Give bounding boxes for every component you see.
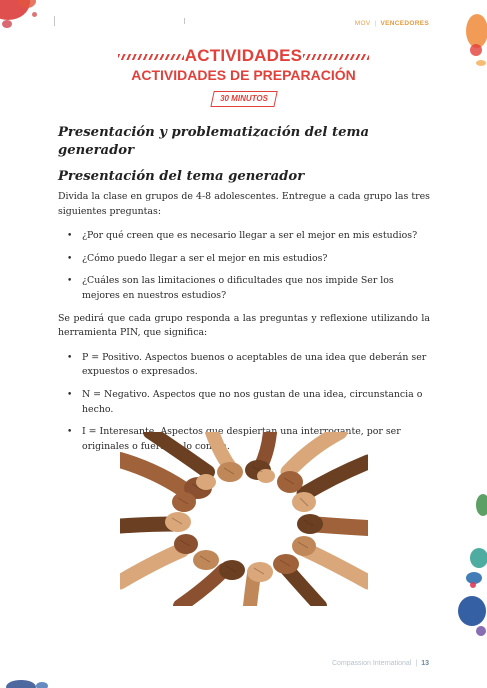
footer-separator: | — [415, 660, 418, 667]
list-item: • N = Negativo. Aspectos que no nos gustan de una idea, circunstancia o hecho. — [58, 388, 430, 417]
footer-org: Compassion International — [331, 660, 412, 667]
heading-sub: Presentación del tema generador — [58, 169, 305, 184]
question-list — [58, 229, 430, 303]
list-item: • I = Interesante. Aspectos que despiertan una interrogante, por ser originales o fuera de lo común. — [58, 425, 430, 454]
section-title — [0, 46, 487, 84]
pin-intro-paragraph: Se pedirá que cada grupo responda a las preguntas y reflexione utilizando la herramienta PIN, que significa: — [58, 312, 430, 339]
main-content — [58, 124, 430, 462]
list-item: • ¿Por qué creen que es necesario llegar a ser el mejor en mis estudios? — [58, 229, 430, 244]
section-title-main: ACTIVIDADES — [184, 46, 303, 65]
list-item: • P = Positivo. Aspectos buenos o aceptables de una idea que deberán ser expuestos o expresados. — [58, 351, 430, 380]
page-number: 13 — [421, 660, 429, 667]
linked-hands-image — [120, 432, 368, 606]
section-title-sub: ACTIVIDADES DE PREPARACIÓN — [131, 67, 356, 83]
duration-label: 30 MINUTOS — [219, 94, 268, 103]
page-footer — [332, 660, 429, 667]
running-header — [355, 20, 429, 27]
heading-main: Presentación y problematización del tema generador — [58, 125, 369, 158]
duration-badge — [210, 91, 277, 107]
header-left-label: MOV — [354, 20, 371, 27]
header-right-label: VENCEDORES — [380, 20, 429, 27]
list-item: • ¿Cuáles son las limitaciones o dificultades que nos impide Ser los mejores en nuestros estudios? — [58, 274, 430, 303]
header-separator: | — [374, 20, 377, 27]
list-item: • ¿Cómo puedo llegar a ser el mejor en mis estudios? — [58, 252, 430, 267]
crop-mark — [184, 18, 185, 24]
linked-hands-illustration — [120, 432, 368, 606]
crop-mark — [54, 16, 55, 26]
intro-paragraph: Divida la clase en grupos de 4-8 adolescentes. Entregue a cada grupo las tres siguientes preguntas: — [58, 191, 430, 217]
